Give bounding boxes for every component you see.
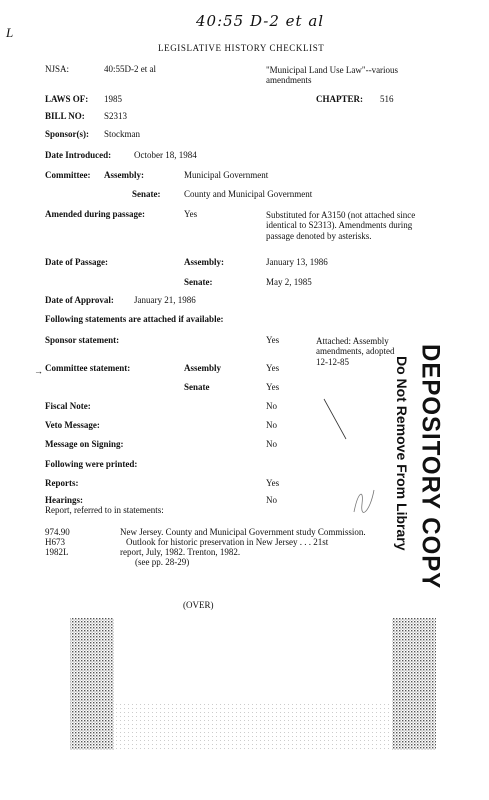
citation-line-4: (see pp. 28-29)	[135, 557, 190, 567]
committee-statement-senate-value: Yes	[266, 382, 280, 392]
citation-line-1: New Jersey. County and Municipal Government study Commission.	[120, 527, 366, 537]
amended-label: Amended during passage:	[45, 209, 146, 219]
veto-message-label: Veto Message:	[45, 420, 100, 430]
signing-message-value: No	[266, 439, 277, 449]
committee-statement-assembly-value: Yes	[266, 363, 280, 373]
citation-call-2: H673	[45, 537, 65, 547]
committee-label: Committee:	[45, 170, 91, 180]
committee-statement-senate-label: Senate	[184, 382, 210, 392]
date-introduced-value: October 18, 1984	[134, 150, 197, 160]
signing-message-label: Message on Signing:	[45, 439, 124, 449]
passage-senate-value: May 2, 1985	[266, 277, 312, 287]
passage-assembly-label: Assembly:	[184, 257, 224, 267]
following-printed: Following were printed:	[45, 459, 138, 469]
sponsor-value: Stockman	[104, 129, 140, 139]
bill-no-value: S2313	[104, 111, 128, 121]
bill-no-label: BILL NO:	[45, 111, 85, 121]
page-title: LEGISLATIVE HISTORY CHECKLIST	[158, 43, 325, 53]
amended-note: Substituted for A3150 (not attached since identical to S2313). Amendments during passage denoted by asterisks.	[266, 210, 416, 241]
stray-mark	[320, 395, 350, 445]
committee-statement-assembly-label: Assembly	[184, 363, 222, 373]
passage-senate-label: Senate:	[184, 277, 213, 287]
laws-of-value: 1985	[104, 94, 122, 104]
sponsor-statement-label: Sponsor statement:	[45, 335, 120, 345]
date-introduced-label: Date Introduced:	[45, 150, 112, 160]
committee-assembly-label: Assembly:	[104, 170, 144, 180]
following-attached: Following statements are attached if available:	[45, 314, 224, 324]
amended-value: Yes	[184, 209, 198, 219]
passage-label: Date of Passage:	[45, 257, 108, 267]
margin-mark: L	[6, 25, 14, 40]
scan-noise	[0, 612, 489, 772]
approval-label: Date of Approval:	[45, 295, 114, 305]
chapter-label: CHAPTER:	[316, 94, 363, 104]
passage-assembly-value: January 13, 1986	[266, 257, 328, 267]
stray-scribble	[350, 482, 378, 518]
committee-assembly-value: Municipal Government	[184, 170, 269, 180]
reports-label: Reports:	[45, 478, 79, 488]
committee-senate-value: County and Municipal Government	[184, 189, 313, 199]
hearings-value: No	[266, 495, 277, 505]
citation-line-2: Outlook for historic preservation in New Jersey . . . 21st	[126, 537, 329, 547]
do-not-remove-stamp: Do Not Remove From Library	[394, 356, 410, 551]
handwritten-call-number: 40:55 D-2 et al	[196, 12, 325, 30]
arrow-mark: →	[34, 366, 43, 376]
approval-value: January 21, 1986	[134, 295, 196, 305]
depository-stamp: DEPOSITORY COPY	[416, 344, 445, 590]
njsa-value: 40:55D-2 et al	[104, 64, 156, 74]
veto-message-value: No	[266, 420, 277, 430]
reports-value: Yes	[266, 478, 280, 488]
report-referred: Report, referred to in statements:	[45, 505, 164, 515]
njsa-label: NJSA:	[45, 64, 70, 74]
over-note: (OVER)	[183, 600, 214, 610]
committee-statement-label: Committee statement:	[45, 363, 131, 373]
citation-call-1: 974.90	[45, 527, 70, 537]
citation-line-3: report, July, 1982. Trenton, 1982.	[120, 547, 241, 557]
hearings-label: Hearings:	[45, 495, 83, 505]
citation-call-3: 1982L	[45, 547, 69, 557]
sponsor-label: Sponsor(s):	[45, 129, 90, 139]
committee-senate-label: Senate:	[132, 189, 161, 199]
sponsor-statement-value: Yes	[266, 335, 280, 345]
fiscal-note-label: Fiscal Note:	[45, 401, 91, 411]
chapter-value: 516	[380, 94, 394, 104]
laws-of-label: LAWS OF:	[45, 94, 89, 104]
fiscal-note-value: No	[266, 401, 277, 411]
sponsor-statement-note: Attached: Assembly amendments, adopted 12-12-85	[316, 336, 395, 367]
njsa-subject: "Municipal Land Use Law"--various amendments	[266, 65, 399, 86]
